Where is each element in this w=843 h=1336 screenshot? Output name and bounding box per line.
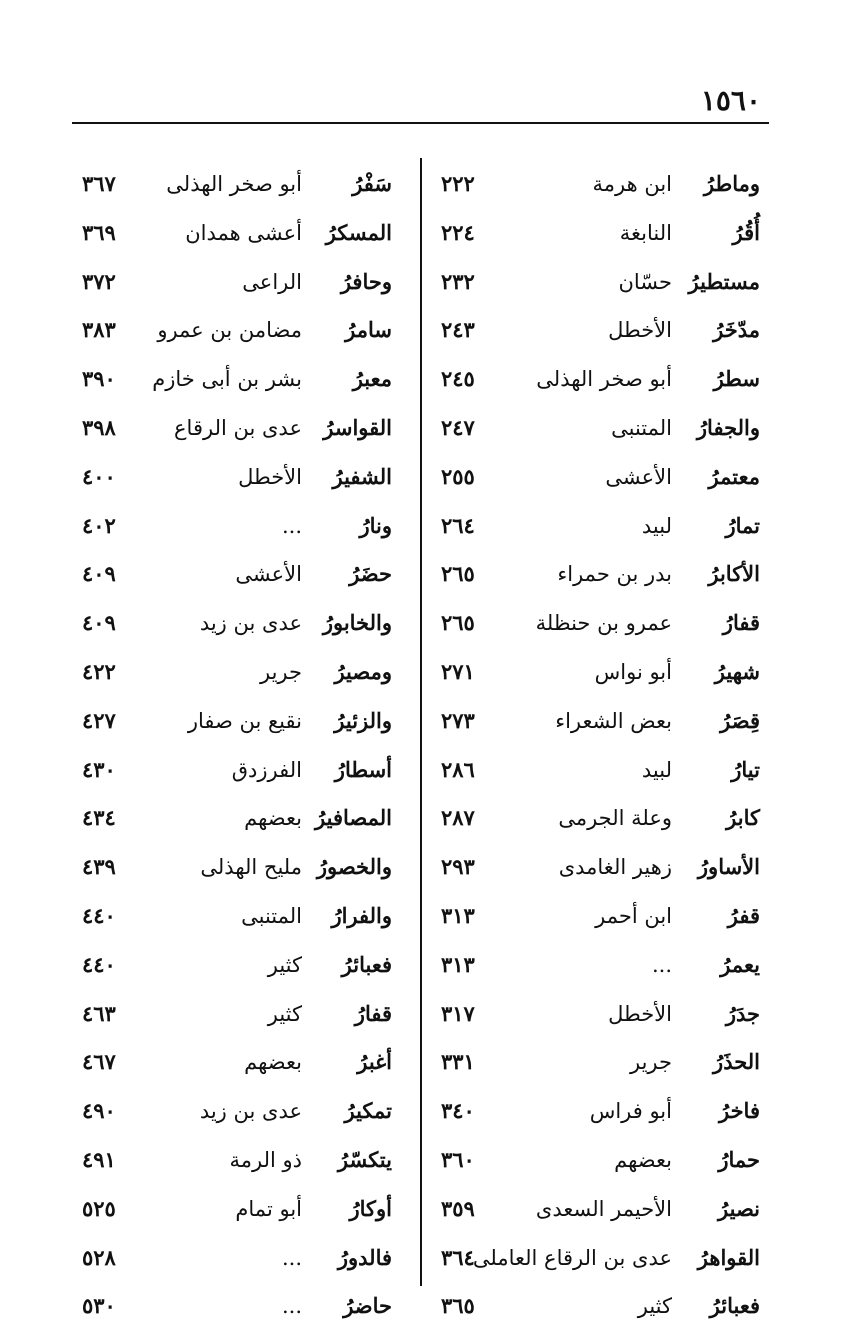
page-reference: ٣٣١: [441, 1049, 475, 1075]
page-reference: ٤٢٧: [82, 707, 116, 733]
index-row: [72, 1185, 417, 1234]
page-reference: ٤٦٣: [82, 1000, 116, 1026]
index-row: [423, 794, 768, 843]
rhyme-word: المسكرُ: [325, 219, 392, 245]
page-reference: ٤٠٢: [82, 512, 116, 538]
poet-name: كثير: [267, 1001, 302, 1026]
index-row: [423, 550, 768, 599]
page-reference: ٢٤٣: [441, 317, 475, 343]
rhyme-word: مدّخَرُ: [713, 317, 760, 343]
rhyme-word: القواسرُ: [323, 414, 392, 440]
rhyme-word: يعمرُ: [720, 951, 760, 977]
page-reference: ٥٢٨: [82, 1244, 116, 1270]
index-row: [423, 306, 768, 355]
page-reference: ٣٧٢: [82, 268, 116, 294]
page-reference: ٣٨٣: [82, 317, 116, 343]
rhyme-word: أسطارُ: [334, 756, 392, 782]
poet-name: عدى بن الرقاع: [174, 415, 302, 440]
index-row: [72, 1282, 417, 1331]
poet-name: ابن أحمر: [595, 903, 672, 928]
page-reference: ٤٠٩: [82, 610, 116, 636]
page-reference: ٣٩٨: [82, 414, 116, 440]
rhyme-word: والخابورُ: [322, 610, 392, 636]
page-reference: ٢٦٤: [441, 512, 475, 538]
poet-name: الأعشى: [235, 562, 302, 587]
poet-name: الأعشى: [605, 464, 672, 489]
page-reference: ٣٦٤: [441, 1244, 475, 1270]
poet-name: الأخطل: [238, 464, 302, 489]
page-reference: ٢٤٧: [441, 414, 475, 440]
rhyme-word: جدَرُ: [725, 1000, 760, 1026]
page-reference: ٢٢٤: [441, 219, 475, 245]
poet-name: عدى بن زيد: [199, 611, 302, 636]
page-reference: ٢٨٧: [441, 805, 475, 831]
page-reference: ٤٩١: [82, 1146, 116, 1172]
rhyme-word: أغبرُ: [357, 1049, 392, 1075]
rhyme-word: كابرُ: [726, 805, 760, 831]
index-row: [72, 794, 417, 843]
page-reference: ٣٤٠: [441, 1098, 475, 1124]
rhyme-word: مستطيرُ: [688, 268, 760, 294]
poet-name: المتنبى: [611, 415, 672, 440]
poet-name: بعضهم: [614, 1147, 672, 1172]
rhyme-word: سطرُ: [713, 366, 760, 392]
index-row: [423, 355, 768, 404]
poet-name: حسّان: [618, 269, 672, 294]
index-row: [72, 404, 417, 453]
poet-name: وعلة الجرمى: [558, 806, 672, 831]
rhyme-word: الأكابرُ: [708, 561, 760, 587]
index-row: [72, 941, 417, 990]
page-reference: ٤٣٤: [82, 805, 116, 831]
poet-name: ...: [281, 1245, 302, 1270]
rhyme-word: فعبائرُ: [341, 951, 392, 977]
page-reference: ٣١٧: [441, 1000, 475, 1026]
poet-name: ...: [281, 1294, 302, 1319]
rhyme-word: معبرُ: [352, 366, 392, 392]
page-reference: ٤٦٧: [82, 1049, 116, 1075]
rhyme-word: قفرُ: [727, 902, 760, 928]
poet-name: النابغة: [619, 220, 672, 245]
index-row: [423, 453, 768, 502]
page-reference: ٣٦٧: [82, 171, 116, 196]
page-reference: ٤٣٠: [82, 756, 116, 782]
index-row: [72, 697, 417, 746]
index-row: [72, 306, 417, 355]
page-reference: ٤٩٠: [82, 1098, 116, 1124]
rhyme-word: تمكيرُ: [344, 1098, 392, 1124]
index-row: [72, 258, 417, 307]
index-row: [72, 453, 417, 502]
poet-name: عدى بن الرقاع العاملى: [472, 1245, 672, 1270]
page-reference: ٤٢٢: [82, 658, 116, 684]
rhyme-word: سَفْرُ: [352, 171, 392, 196]
rhyme-word: تمارُ: [725, 512, 760, 538]
page-reference: ٢٧٣: [441, 707, 475, 733]
index-row: [423, 648, 768, 697]
index-row: [423, 1087, 768, 1136]
index-row: [72, 550, 417, 599]
page-reference: ٤٤٠: [82, 902, 116, 928]
poet-name: عدى بن زيد: [199, 1099, 302, 1124]
index-row: [72, 1136, 417, 1185]
poet-name: أبو تمام: [235, 1196, 302, 1221]
index-row: [72, 1087, 417, 1136]
page-reference: ٢٦٥: [441, 610, 475, 636]
poet-name: أعشى همدان: [185, 220, 302, 245]
rhyme-word: الأساورُ: [697, 854, 760, 880]
poet-name: المتنبى: [241, 903, 302, 928]
rhyme-word: والجفارُ: [696, 414, 760, 440]
rhyme-word: والزئيرُ: [334, 707, 392, 733]
rhyme-word: شهيرُ: [714, 658, 760, 684]
rhyme-word: ومصيرُ: [334, 658, 392, 684]
page-reference: ٣١٣: [441, 951, 475, 977]
poet-name: لبيد: [641, 757, 672, 782]
index-row: [423, 843, 768, 892]
rhyme-word: قفارُ: [722, 610, 760, 636]
rhyme-word: قِصَرُ: [720, 707, 760, 733]
index-row: [423, 209, 768, 258]
page-reference: ٤٣٩: [82, 854, 116, 880]
rhyme-word: ونارُ: [359, 512, 392, 538]
rhyme-word: فالدورُ: [337, 1244, 392, 1270]
poet-name: الفرزدق: [231, 757, 302, 782]
index-row: [72, 892, 417, 941]
poet-name: نقيع بن صفار: [187, 708, 302, 733]
index-row: [423, 746, 768, 795]
poet-name: ابن هرمة: [592, 172, 672, 196]
poet-name: ...: [651, 952, 672, 977]
index-row: [423, 1185, 768, 1234]
page-reference: ٢٢٢: [441, 171, 475, 196]
index-row: [423, 502, 768, 551]
poet-name: جرير: [630, 1050, 672, 1075]
poet-name: الأحيمر السعدى: [535, 1196, 672, 1221]
poet-name: بعضهم: [244, 806, 302, 831]
index-row: [72, 355, 417, 404]
page-reference: ٥٢٥: [82, 1195, 116, 1221]
page-reference: ٣٦٥: [441, 1293, 475, 1319]
rhyme-word: أوكارُ: [349, 1195, 392, 1221]
poet-name: ذو الرمة: [229, 1147, 302, 1172]
index-row: [72, 502, 417, 551]
index-row: [423, 404, 768, 453]
index-row: [72, 599, 417, 648]
poet-name: أبو صخر الهذلى: [536, 367, 672, 392]
page-reference: ٣٩٠: [82, 366, 116, 392]
rhyme-word: فعبائرُ: [709, 1293, 760, 1319]
page-number: ١٥٦٠: [700, 84, 761, 117]
rhyme-word: والخصورُ: [316, 854, 392, 880]
index-row: [423, 1136, 768, 1185]
page-reference: ٣٥٩: [441, 1195, 475, 1221]
poet-name: أبو صخر الهذلى: [166, 172, 302, 196]
right-column: [423, 160, 768, 1331]
index-row: [423, 892, 768, 941]
header-rule: [72, 122, 769, 124]
index-row: [72, 1038, 417, 1087]
page-reference: ٤٠٩: [82, 561, 116, 587]
poet-name: بعضهم: [244, 1050, 302, 1075]
poet-name: مليح الهذلى: [200, 855, 302, 880]
index-row: [423, 160, 768, 209]
page-reference: ٢٤٥: [441, 366, 475, 392]
poet-name: الأخطل: [608, 318, 672, 343]
poet-name: عمرو بن حنظلة: [535, 611, 672, 636]
rhyme-word: القواهرُ: [697, 1244, 760, 1270]
page-reference: ٢٧١: [441, 658, 475, 684]
index-row: [72, 648, 417, 697]
page-reference: ٢٩٣: [441, 854, 475, 880]
poet-name: أبو فراس: [589, 1099, 672, 1124]
page-reference: ٢٦٥: [441, 561, 475, 587]
index-row: [72, 160, 417, 209]
page-reference: ٢٥٥: [441, 463, 475, 489]
rhyme-word: والفرارُ: [331, 902, 392, 928]
rhyme-word: قفارُ: [354, 1000, 392, 1026]
rhyme-word: المصافيرُ: [315, 805, 392, 831]
poet-name: أبو نواس: [594, 659, 672, 684]
index-row: [72, 843, 417, 892]
rhyme-word: سامرُ: [345, 317, 392, 343]
rhyme-word: نصيرُ: [718, 1195, 760, 1221]
rhyme-word: فاخرُ: [718, 1098, 760, 1124]
rhyme-word: الشفيرُ: [332, 463, 392, 489]
rhyme-word: وحافرُ: [340, 268, 392, 294]
poet-name: جرير: [260, 659, 302, 684]
page-reference: ٣٦٠: [441, 1146, 475, 1172]
poet-name: لبيد: [641, 513, 672, 538]
poet-name: بشر بن أبى خازم: [152, 367, 302, 392]
rhyme-word: الحذَرُ: [713, 1049, 760, 1075]
poet-name: بدر بن حمراء: [557, 562, 672, 587]
index-row: [423, 941, 768, 990]
index-row: [423, 697, 768, 746]
rhyme-word: أُقُرُ: [732, 219, 760, 245]
rhyme-word: حضَرُ: [349, 561, 392, 587]
page-reference: ٣٦٩: [82, 219, 116, 245]
index-row: [72, 746, 417, 795]
page-reference: ٤٠٠: [82, 463, 116, 489]
rhyme-word: تيارُ: [731, 756, 760, 782]
left-column: [72, 160, 417, 1331]
index-row: [423, 599, 768, 648]
index-row: [423, 258, 768, 307]
poet-name: الراعى: [242, 269, 302, 294]
page-reference: ٤٤٠: [82, 951, 116, 977]
rhyme-word: وماطرُ: [703, 171, 760, 196]
poet-name: مضامن بن عمرو: [157, 318, 302, 343]
page-reference: ٣١٣: [441, 902, 475, 928]
rhyme-word: يتكسّرُ: [337, 1146, 392, 1172]
poet-name: الأخطل: [608, 1001, 672, 1026]
page-reference: ٢٨٦: [441, 756, 475, 782]
column-divider: [420, 158, 422, 1286]
page-reference: ٥٣٠: [82, 1293, 116, 1319]
index-row: [423, 1038, 768, 1087]
index-row: [72, 1234, 417, 1283]
rhyme-word: حاضرُ: [343, 1293, 392, 1319]
poet-name: زهير الغامدى: [558, 855, 672, 880]
index-row: [423, 1234, 768, 1283]
index-row: [423, 990, 768, 1039]
rhyme-word: معتمرُ: [708, 463, 760, 489]
page-reference: ٢٣٢: [441, 268, 475, 294]
rhyme-word: حمارُ: [718, 1146, 760, 1172]
poet-name: كثير: [267, 952, 302, 977]
poet-name: ...: [281, 513, 302, 538]
index-row: [72, 990, 417, 1039]
index-row: [72, 209, 417, 258]
poet-name: بعض الشعراء: [555, 708, 672, 733]
poet-name: كثير: [637, 1294, 672, 1319]
index-row: [423, 1282, 768, 1331]
